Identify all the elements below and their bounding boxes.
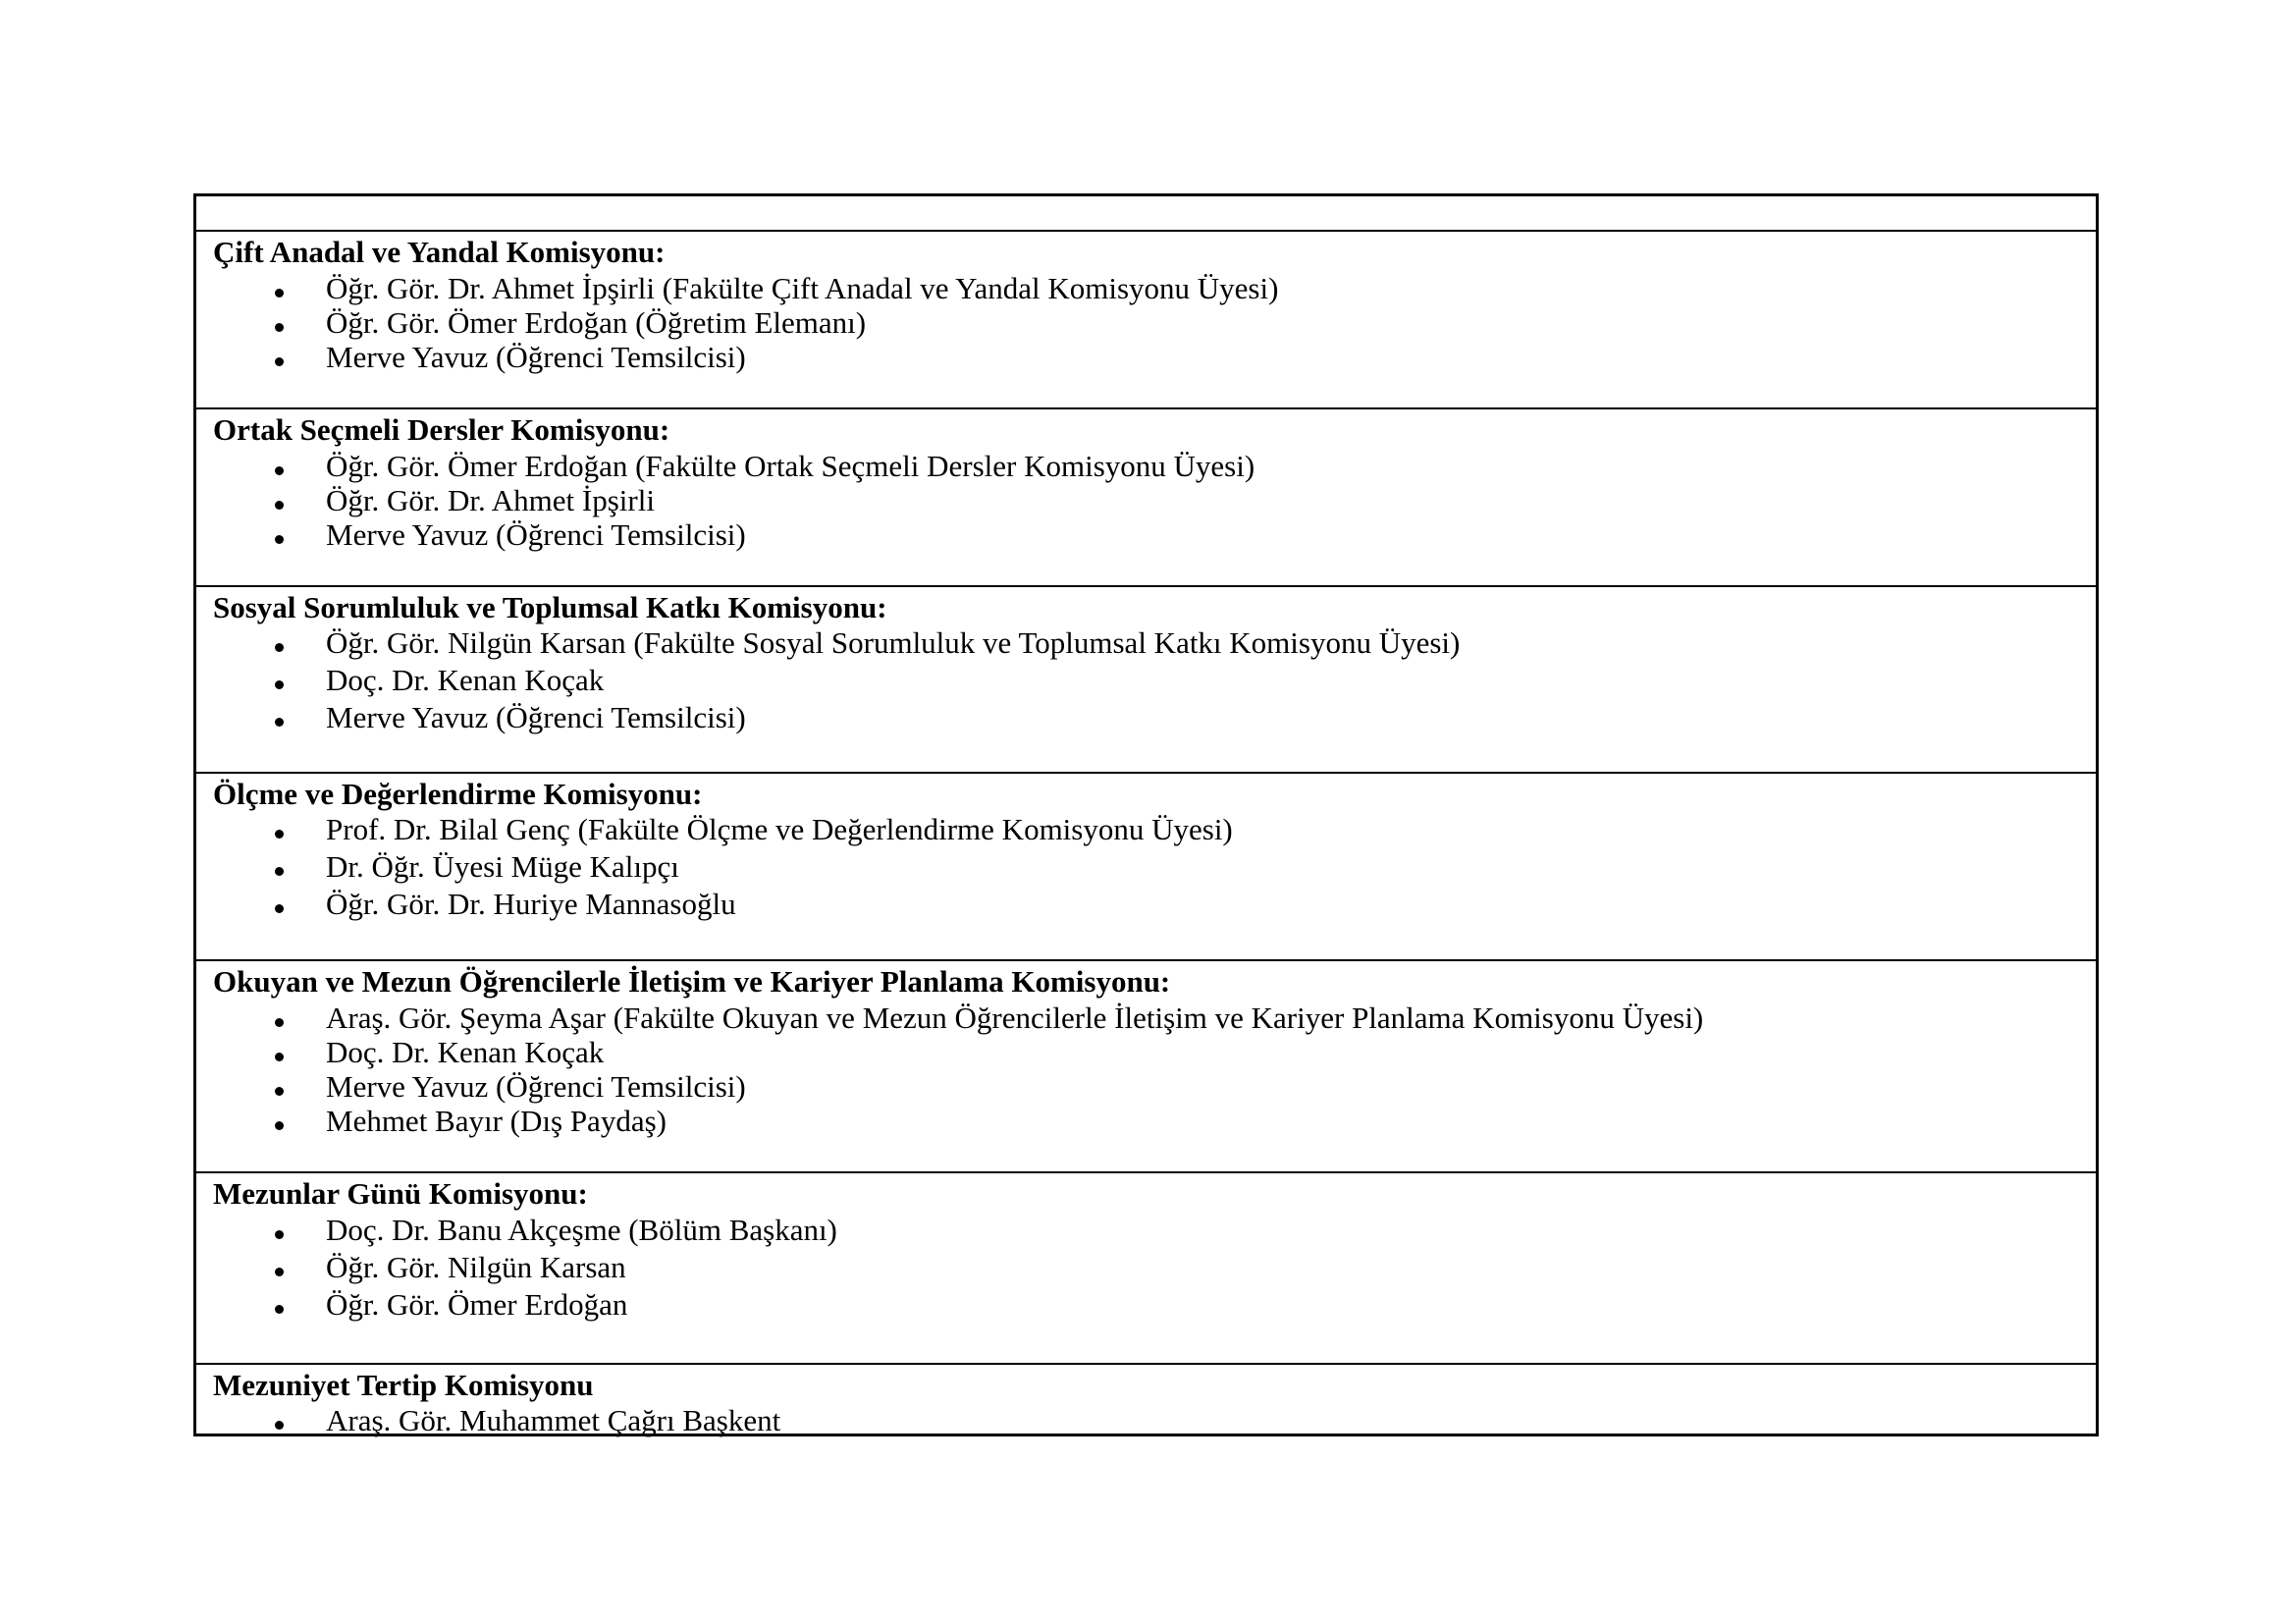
committee-row [196,407,2096,585]
committee-member: Merve Yavuz (Öğrenci Temsilcisi) [326,700,746,734]
committee-member: Öğr. Gör. Nilgün Karsan (Fakülte Sosyal Sorumluluk ve Toplumsal Katkı Komisyonu Üyesi) [326,625,1461,660]
committee-title: Ölçme ve Değerlendirme Komisyonu: [213,777,703,811]
committee-row [196,585,2096,772]
committee-title: Mezunlar Günü Komisyonu: [213,1176,588,1211]
committee-member: Doç. Dr. Kenan Koçak [326,1035,605,1069]
committee-row [196,1171,2096,1363]
committee-title: Okuyan ve Mezun Öğrencilerle İletişim ve Kariyer Planlama Komisyonu: [213,964,1171,999]
bullet-icon [275,501,284,510]
committee-member: Doç. Dr. Kenan Koçak [326,663,605,697]
bullet-icon [275,1421,284,1430]
committee-member: Merve Yavuz (Öğrenci Temsilcisi) [326,1069,746,1104]
bullet-icon [275,718,284,727]
committee-row [196,959,2096,1171]
bullet-icon [275,466,284,475]
bullet-icon [275,1121,284,1130]
committee-member: Öğr. Gör. Dr. Ahmet İpşirli (Fakülte Çift Anadal ve Yandal Komisyonu Üyesi) [326,271,1279,305]
committee-title: Sosyal Sorumluluk ve Toplumsal Katkı Komisyonu: [213,590,887,624]
committee-member: Öğr. Gör. Ömer Erdoğan (Fakülte Ortak Seçmeli Dersler Komisyonu Üyesi) [326,449,1255,483]
bullet-icon [275,1087,284,1096]
committee-row [196,772,2096,959]
committee-row [196,1363,2096,1436]
bullet-icon [275,830,284,839]
committee-member: Prof. Dr. Bilal Genç (Fakülte Ölçme ve Değerlendirme Komisyonu Üyesi) [326,812,1233,846]
bullet-icon [275,1230,284,1239]
bullet-icon [275,680,284,689]
committee-member: Öğr. Gör. Ömer Erdoğan [326,1287,628,1322]
committee-member: Merve Yavuz (Öğrenci Temsilcisi) [326,517,746,552]
committee-member: Öğr. Gör. Nilgün Karsan [326,1250,626,1284]
committee-title: Ortak Seçmeli Dersler Komisyonu: [213,412,670,447]
committee-member: Öğr. Gör. Dr. Huriye Mannasoğlu [326,887,736,921]
committee-member: Araş. Gör. Şeyma Aşar (Fakülte Okuyan ve Mezun Öğrencilerle İletişim ve Kariyer Planlama Komisyonu Üyesi) [326,1001,1704,1035]
committee-title: Mezuniyet Tertip Komisyonu [213,1368,594,1402]
committee-member: Merve Yavuz (Öğrenci Temsilcisi) [326,340,746,374]
committee-member: Doç. Dr. Banu Akçeşme (Bölüm Başkanı) [326,1213,837,1247]
bullet-icon [275,1018,284,1027]
committee-member: Araş. Gör. Muhammet Çağrı Başkent [326,1403,781,1437]
committee-member: Dr. Öğr. Üyesi Müge Kalıpçı [326,849,679,884]
committee-row [196,230,2096,407]
bullet-icon [275,1053,284,1061]
committee-table [193,193,2099,1436]
bullet-icon [275,1305,284,1314]
bullet-icon [275,323,284,332]
bullet-icon [275,535,284,544]
bullet-icon [275,1268,284,1276]
bullet-icon [275,643,284,652]
bullet-icon [275,289,284,298]
committee-member: Öğr. Gör. Dr. Ahmet İpşirli [326,483,655,517]
committee-member: Mehmet Bayır (Dış Paydaş) [326,1104,667,1138]
committee-title: Çift Anadal ve Yandal Komisyonu: [213,235,666,269]
empty-header-row [196,196,2096,230]
bullet-icon [275,357,284,366]
committee-member: Öğr. Gör. Ömer Erdoğan (Öğretim Elemanı) [326,305,867,340]
bullet-icon [275,867,284,876]
bullet-icon [275,904,284,913]
